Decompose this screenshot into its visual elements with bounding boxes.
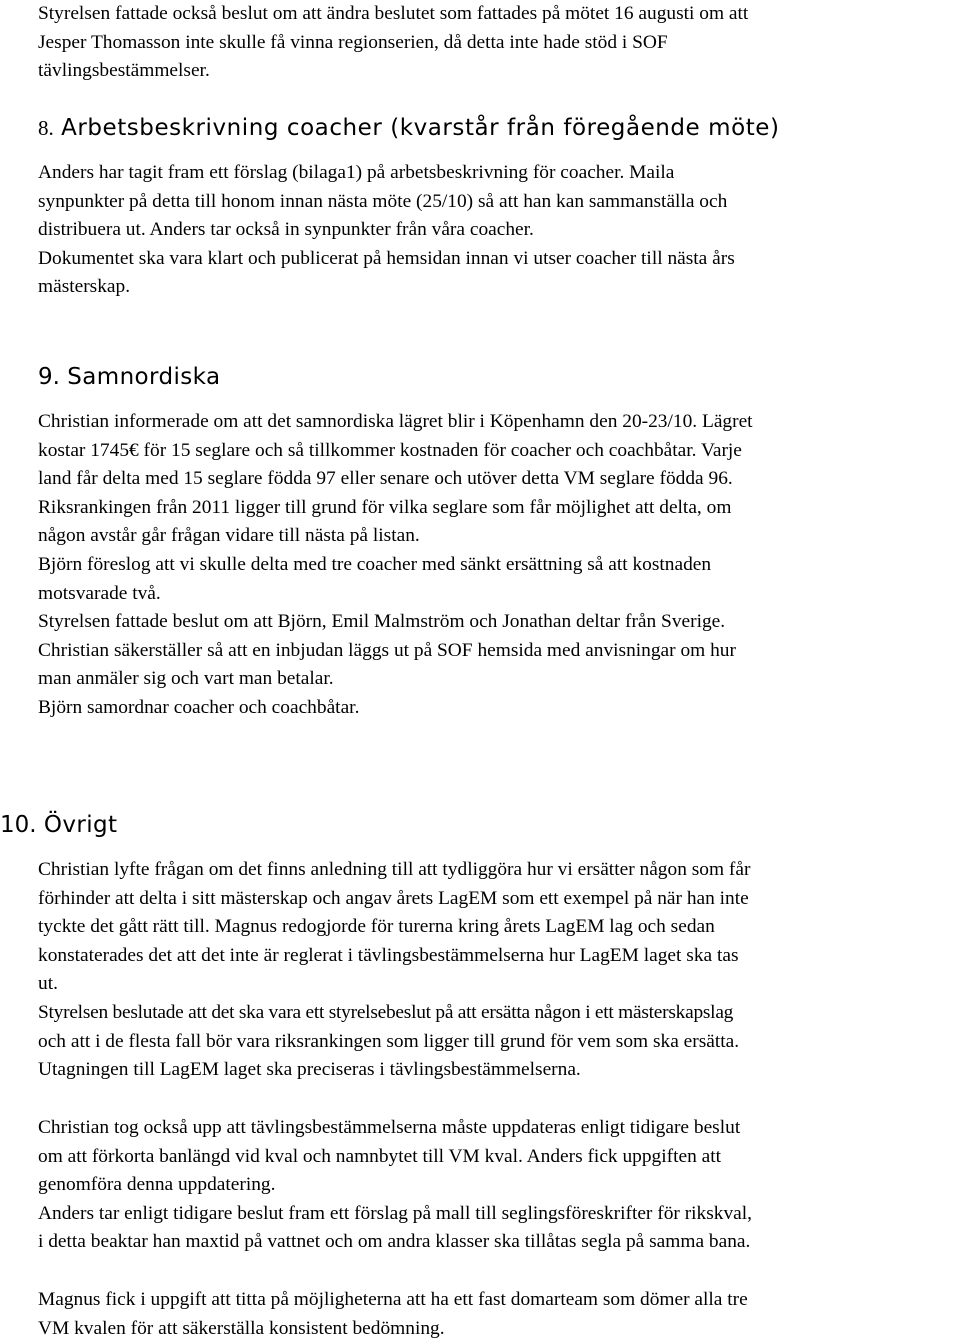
text-line: i detta beaktar han maxtid på vattnet och om andra klasser ska tillåtas segla på samma bana. — [38, 1231, 751, 1253]
text-line: Styrelsen fattade beslut om att Björn, Emil Malmström och Jonathan deltar från Sverige. — [38, 611, 726, 633]
section-title: Samnordiska — [67, 364, 221, 390]
text-line: Dokumentet ska vara klart och publicerat på hemsidan innan vi utser coacher till nästa års — [38, 247, 735, 269]
section-number: 9. — [38, 364, 60, 390]
section-9-paragraph — [38, 408, 753, 723]
text-line: Utagningen till LagEM laget ska preciseras i tävlingsbestämmelserna. — [38, 1059, 581, 1081]
section-9-heading — [38, 362, 220, 392]
text-line: kostar 1745€ för 15 seglare och så tillkommer kostnaden för coacher och coachbåtar. Varje — [38, 439, 742, 461]
text-line: Björn samordnar coacher och coachbåtar. — [38, 696, 360, 718]
section-10-paragraph-3 — [38, 1286, 748, 1343]
text-line: genomföra denna uppdatering. — [38, 1174, 276, 1196]
text-line: Anders har tagit fram ett förslag (bilaga1) på arbetsbeskrivning för coacher. Maila — [38, 162, 675, 183]
text-line: VM kvalen för att säkerställa konsistent bedömning. — [38, 1317, 445, 1339]
text-line: konstaterades det att det inte är reglerat i tävlingsbestämmelserna hur LagEM laget ska tas — [38, 944, 739, 966]
text-line: och att i de flesta fall bör vara riksrankingen som ligger till grund för vem som ska ersätta. — [38, 1030, 740, 1052]
text-line: Styrelsen beslutade att det ska vara ett styrelsebeslut på att ersätta någon i ett mästerskapslag — [38, 1001, 734, 1023]
text-line: om att förkorta banlängd vid kval och namnbytet till VM kval. Anders fick uppgiften att — [38, 1145, 722, 1167]
text-line: mästerskap. — [38, 276, 131, 298]
section-7-paragraph — [38, 0, 748, 86]
section-10-heading — [0, 810, 117, 840]
text-line: man anmäler sig och vart man betalar. — [38, 668, 334, 690]
text-line: Styrelsen fattade också beslut om att ändra beslutet som fattades på mötet 16 augusti om att — [38, 3, 749, 24]
section-title: Arbetsbeskrivning coacher (kvarstår från föregående möte) — [61, 115, 780, 141]
text-line: land får delta med 15 seglare födda 97 eller senare och utöver detta VM seglare födda 96. — [38, 468, 733, 490]
text-line: Björn föreslog att vi skulle delta med tre coacher med sänkt ersättning så att kostnaden — [38, 553, 712, 575]
text-line: Christian tog också upp att tävlingsbestämmelserna måste uppdateras enligt tidigare beslut — [38, 1117, 741, 1138]
section-8-paragraph — [38, 159, 735, 302]
text-line: synpunkter på detta till honom innan nästa möte (25/10) så att han kan sammanställa och — [38, 190, 728, 212]
text-line: Jesper Thomasson inte skulle få vinna regionserien, då detta inte hade stöd i SOF — [38, 31, 668, 53]
section-10-paragraph-2 — [38, 1114, 752, 1257]
text-line: distribuera ut. Anders tar också in synpunkter från våra coacher. — [38, 219, 534, 241]
section-10-paragraph-1 — [38, 856, 750, 1085]
text-line: Christian säkerställer så att en inbjudan läggs ut på SOF hemsida med anvisningar om hur — [38, 639, 736, 661]
text-line: Christian lyfte frågan om det finns anledning till att tydliggöra hur vi ersätter någon som får — [38, 859, 751, 880]
text-line: Riksrankingen från 2011 ligger till grund för vilka seglare som får möjlighet att delta, om — [38, 496, 732, 518]
text-line: Christian informerade om att det samnordiska lägret blir i Köpenhamn den 20-23/10. Lägret — [38, 411, 753, 432]
section-8-heading — [38, 113, 780, 143]
text-line: Anders tar enligt tidigare beslut fram ett förslag på mall till seglingsföreskrifter för rikskval, — [38, 1202, 753, 1224]
text-line: tyckte det gått rätt till. Magnus redogjorde för turerna kring årets LagEM lag och sedan — [38, 916, 715, 938]
section-number: 8. — [38, 116, 54, 140]
text-line: tävlingsbestämmelser. — [38, 60, 210, 82]
text-line: Magnus fick i uppgift att titta på möjligheterna att ha ett fast domarteam som dömer alla tre — [38, 1289, 748, 1310]
text-line: ut. — [38, 973, 58, 995]
section-title: Övrigt — [43, 812, 118, 838]
section-number: 10. — [0, 812, 37, 838]
text-line: någon avstår går frågan vidare till nästa på listan. — [38, 525, 420, 547]
text-line: förhinder att delta i sitt mästerskap och angav årets LagEM som ett exempel på när han inte — [38, 887, 749, 909]
text-line: motsvarade två. — [38, 582, 161, 604]
